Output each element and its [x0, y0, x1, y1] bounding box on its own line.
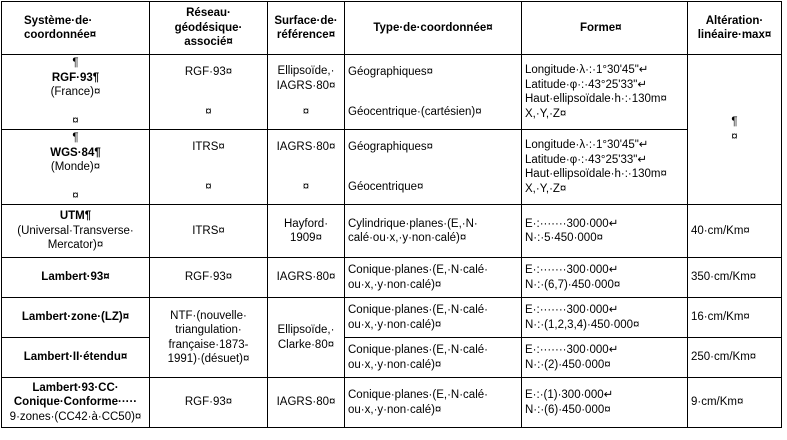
system-cell: ¶ RGF·93¶ (France)¤ ¤	[2, 55, 150, 130]
system-cell: Lambert·zone·(LZ)¤	[2, 298, 150, 338]
form-cell: Longitude·λ·:·1°30'45"↵ Latitude·φ·:·43°25'33"↵ Haut·ellipsoïdale·h·:·130m¤ X,·Y,·Z¤	[522, 130, 688, 205]
table-row	[2, 338, 782, 378]
type-cell: Cylindrique·planes·(E,·N· calé·ou·x,·y·non·calé)¤	[345, 205, 522, 258]
system-cell: Lambert·93¤	[2, 258, 150, 298]
network-cell: RGF·93¤	[150, 378, 268, 428]
surface-cell: Ellipsoïde,· IAGRS·80¤ ¤	[268, 55, 345, 130]
alteration-cell: ¶ ¤	[688, 55, 782, 205]
type-cell: Conique·planes·(E,·N·calé· ou·x,·y·non·calé)¤	[345, 298, 522, 338]
table-row	[2, 130, 782, 205]
type-cell: Géographiques¤ Géocentrique·(cartésien)¤	[345, 55, 522, 130]
form-cell: Longitude·λ·:·1°30'45"↵ Latitude·φ·:·43°25'33"↵ Haut·ellipsoïdale·h·:·130m¤ X,·Y,·Z¤	[522, 55, 688, 130]
form-cell: E·:·······300·000↵ N·:·(2)·450·000¤	[522, 338, 688, 378]
table-row	[2, 258, 782, 298]
alteration-cell: 350·cm/Km¤	[688, 258, 782, 298]
network-cell: RGF·93¤	[150, 258, 268, 298]
form-cell: E·:·······300·000↵ N·:·5·450·000¤	[522, 205, 688, 258]
header-network: Réseau· géodésique· associé¤	[150, 2, 268, 55]
table-row	[2, 205, 782, 258]
table-row	[2, 55, 782, 130]
header-type: Type·de·coordonnée¤	[345, 2, 522, 55]
form-cell: E·:·······300·000↵ N·:·(1,2,3,4)·450·000¤	[522, 298, 688, 338]
table-row	[2, 378, 782, 428]
alteration-cell: 9·cm/Km¤	[688, 378, 782, 428]
network-cell: RGF·93¤ ¤	[150, 55, 268, 130]
header-alteration: Altération· linéaire·max¤	[688, 2, 782, 55]
form-cell: E·:·······300·000↵ N·:·(6,7)·450·000¤	[522, 258, 688, 298]
table-row	[2, 298, 782, 338]
surface-cell: Hayford· 1909¤	[268, 205, 345, 258]
network-cell: ITRS¤	[150, 205, 268, 258]
coordinate-systems-table	[1, 1, 782, 428]
alteration-cell: 40·cm/Km¤	[688, 205, 782, 258]
surface-cell: IAGRS·80¤	[268, 258, 345, 298]
type-cell: Conique·planes·(E,·N·calé· ou·x,·y·non·calé)¤	[345, 338, 522, 378]
surface-cell: IAGRS·80¤ ¤	[268, 130, 345, 205]
network-cell: ITRS¤ ¤	[150, 130, 268, 205]
network-cell: NTF·(nouvelle· triangulation· française·1873- 1991)·(désuet)¤	[150, 298, 268, 378]
surface-cell: Ellipsoïde,· Clarke·80¤	[268, 298, 345, 378]
system-cell: Lambert·93·CC· Conique·Conforme····· 9·zones·(CC42·à·CC50)¤	[2, 378, 150, 428]
type-cell: Géographiques¤ Géocentrique¤	[345, 130, 522, 205]
header-row	[2, 2, 782, 55]
alteration-cell: 16·cm/Km¤	[688, 298, 782, 338]
system-cell: ¶ WGS·84¶ (Monde)¤ ¤	[2, 130, 150, 205]
system-cell: Lambert·II·étendu¤	[2, 338, 150, 378]
form-cell: E·:·(1)·300·000↵ N·:·(6)·450·000¤	[522, 378, 688, 428]
system-cell: UTM¶ (Universal·Transverse· Mercator)¤	[2, 205, 150, 258]
header-surface: Surface·de· référence¤	[268, 2, 345, 55]
header-system: Système·de· coordonnée¤	[2, 2, 150, 55]
header-form: Forme¤	[522, 2, 688, 55]
type-cell: Conique·planes·(E,·N·calé· ou·x,·y·non·calé)¤	[345, 378, 522, 428]
surface-cell: IAGRS·80¤	[268, 378, 345, 428]
alteration-cell: 250·cm/Km¤	[688, 338, 782, 378]
type-cell: Conique·planes·(E,·N·calé· ou·x,·y·non·calé)¤	[345, 258, 522, 298]
